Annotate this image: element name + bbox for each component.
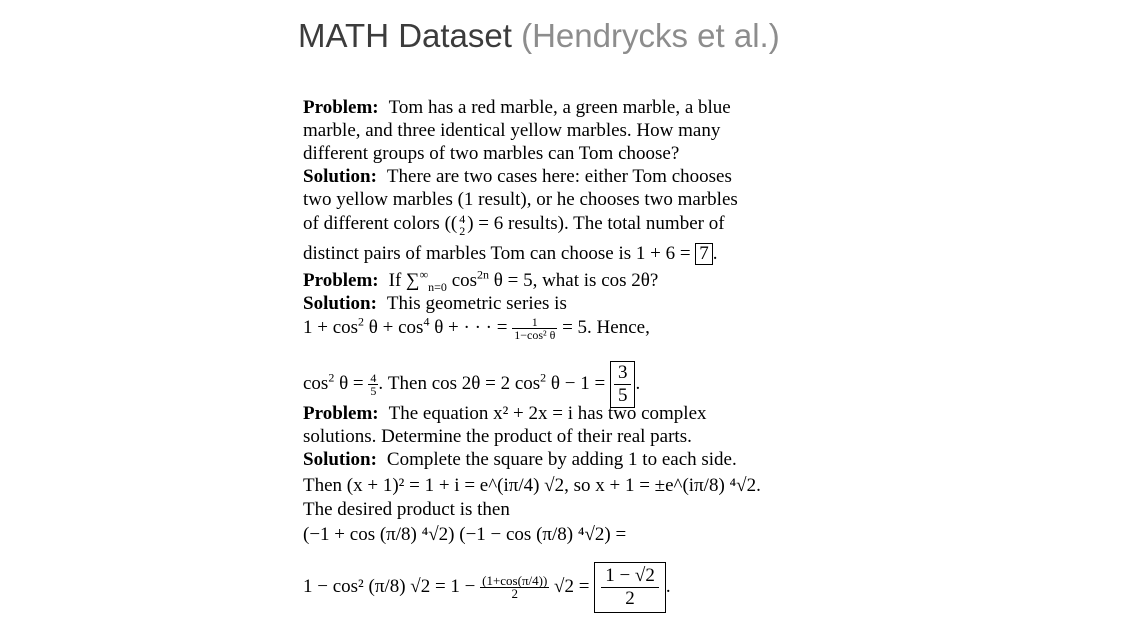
solution-3-line-3: The desired product is then bbox=[303, 499, 510, 520]
cos-fraction: $\frac{(1+\cos(\pi/4))}{2}$ bbox=[482, 573, 548, 601]
solution-label: Solution: bbox=[303, 166, 377, 187]
problem-1-line-1: Problem: Tom has a red marble, a green marble, a blue bbox=[303, 97, 731, 118]
solution-2-line-3: $\cos^2 \theta$ = $\frac{4}{5}$ . Then cos 2θ = 2 $\cos^2 \theta - 1$ = $\frac{3}{5}$ . bbox=[303, 362, 641, 406]
answer-box: 7 bbox=[695, 243, 713, 265]
solution-3-line-1: Solution: Complete the square by adding 1 to each side. bbox=[303, 449, 737, 470]
solution-1-line-1: Solution: There are two cases here: either Tom chooses bbox=[303, 166, 732, 187]
geometric-fraction: $\frac{1}{\text{1−cos² θ}}$ bbox=[514, 315, 556, 343]
problem-3-line-1: Problem: The equation x² + 2x = i has two complex bbox=[303, 403, 707, 424]
problem-label: Problem: bbox=[303, 97, 379, 118]
problem-1-line-2: marble, and three identical yellow marbles. How many bbox=[303, 120, 721, 141]
four-fifths: $\frac{4}{5}$ bbox=[370, 371, 377, 398]
solution-1-line-4: distinct pairs of marbles Tom can choose is 1 + 6 = 7 . bbox=[303, 243, 718, 264]
title-main: MATH Dataset bbox=[298, 17, 512, 54]
solution-2-line-2: $1 + \cos^2 \theta + \cos^4 \theta$ + · · · = $\frac{1}{\text{1−cos² θ}}$ = 5. Hence, bbox=[303, 314, 650, 343]
problem-2-line-1: Problem: If $\sum^\infty_{n=0}$ $\cos^{2n} \theta = 5$, what is cos 2θ? bbox=[303, 267, 659, 294]
solution-3-line-5: 1 − cos² (π/8) √2 = 1 − $\frac{(1+\cos(\pi/4))}{2}$ √2 = $\frac{1 - √2}{2}$ . bbox=[303, 562, 671, 613]
solution-2-line-1: Solution: This geometric series is bbox=[303, 293, 567, 314]
problem-3-line-2: solutions. Determine the product of their real parts. bbox=[303, 426, 692, 447]
page-title bbox=[298, 14, 780, 58]
solution-1-line-3: of different colors (( 4 2 ) = 6 results). The total number of bbox=[303, 211, 725, 238]
title-citation: (Hendrycks et al.) bbox=[521, 17, 780, 54]
answer-box: $\frac{1 - √2}{2}$ bbox=[594, 562, 666, 613]
solution-3-line-4: (−1 + cos (π/8) ⁴√2) (−1 − cos (π/8) ⁴√2) = bbox=[303, 524, 627, 545]
answer-box: $\frac{3}{5}$ bbox=[610, 361, 636, 408]
binomial-4-2: 4 2 bbox=[459, 211, 466, 238]
problem-1-line-3: different groups of two marbles can Tom choose? bbox=[303, 143, 680, 164]
solution-1-line-2: two yellow marbles (1 result), or he chooses two marbles bbox=[303, 189, 738, 210]
solution-3-line-2: Then (x + 1)² = 1 + i = e^(iπ/4) √2, so x + 1 = ±e^(iπ/8) ⁴√2. bbox=[303, 475, 761, 496]
